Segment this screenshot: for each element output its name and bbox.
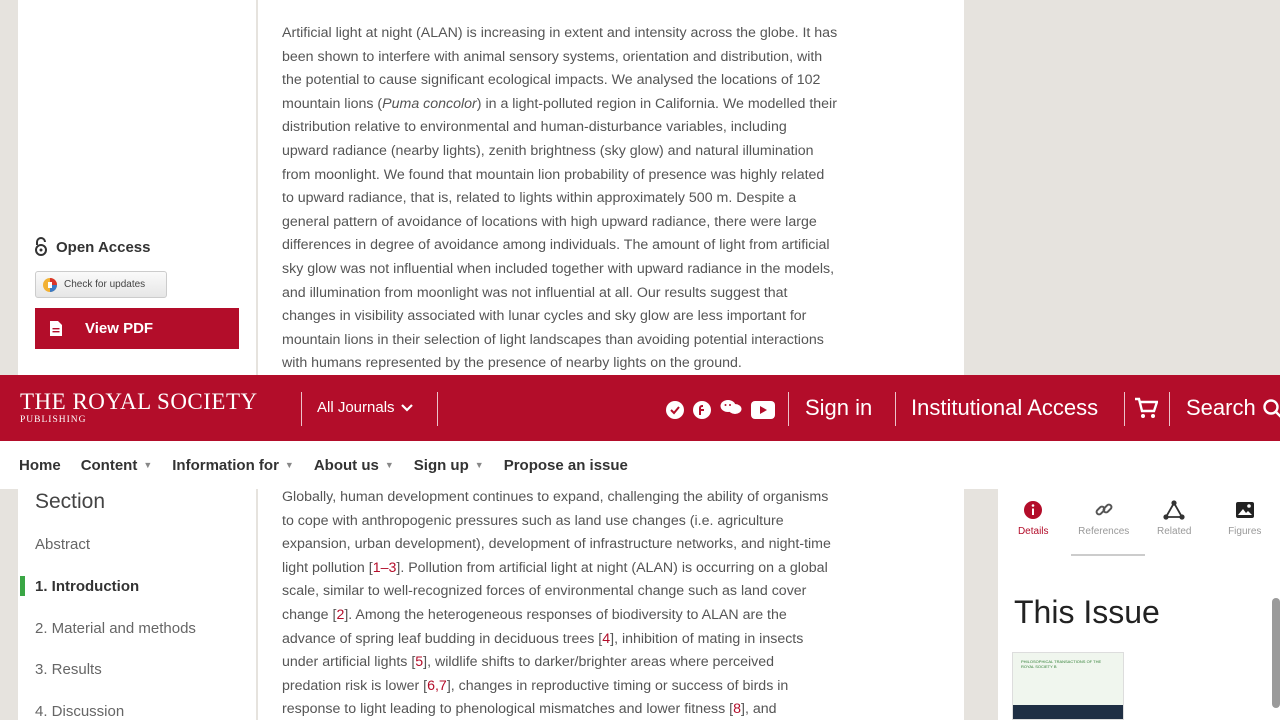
toc-item-results[interactable]: 3. Results <box>35 661 102 678</box>
cart-icon[interactable] <box>1134 397 1158 424</box>
open-lock-icon <box>34 237 48 257</box>
check-for-updates-button[interactable] <box>35 271 167 298</box>
open-access-badge <box>34 237 151 257</box>
header-divider <box>1124 392 1125 426</box>
reference-link[interactable]: 5 <box>415 654 424 671</box>
nav-about-us[interactable]: About us ▼ <box>313 456 394 474</box>
toc-item-introduction[interactable]: 1. Introduction <box>35 578 140 595</box>
toc-item-abstract[interactable]: Abstract <box>35 536 91 553</box>
wechat-icon[interactable] <box>720 398 742 421</box>
reference-link[interactable]: 4 <box>602 630 611 647</box>
introduction-text: Globally, human development continues to expand, challenging the ability of organisms to cope with anthropogenic pressures such as land use changes (i.e. agriculture expansion, urban development), development of infrastructure networks, and night-time light pollution [1–3]. Pollution from artificial light at night (ALAN) is occurring on a global scale, similar to well-recognized forces of environmental change such as land cover change [2]. Among the heterogeneous responses of biodiversity to ALAN are the advance of spring leaf budding in deciduous trees [4], inhibition of mating in insects under artificial lights [5], wildlife shifts to darker/brighter areas where perceived predation risk is lower [6,7], changes in reproductive timing or success of birds in response to light leading to phenological mismatches and lower fitness [8], and <box>282 489 831 718</box>
reference-link[interactable]: 1–3 <box>372 559 397 576</box>
article-tabs <box>998 488 1280 554</box>
header-divider <box>788 392 789 426</box>
facebook-icon[interactable] <box>693 401 711 419</box>
cover-artwork <box>1013 705 1123 720</box>
chevron-down-icon: ▼ <box>143 460 153 470</box>
network-icon <box>1163 500 1185 520</box>
social-links <box>666 398 775 421</box>
reference-link[interactable]: 2 <box>336 606 345 623</box>
chevron-down-icon: ▼ <box>474 460 484 470</box>
section-heading: Section <box>35 490 106 513</box>
scrollbar-thumb[interactable] <box>1272 598 1280 708</box>
tab-details[interactable]: Details <box>998 488 1069 554</box>
search-icon <box>1262 398 1280 418</box>
crossmark-icon <box>42 277 58 293</box>
nav-sign-up[interactable]: Sign up ▼ <box>413 456 484 474</box>
chevron-down-icon: ▼ <box>384 460 394 470</box>
header-divider <box>1169 392 1170 426</box>
tab-related[interactable]: Related <box>1139 488 1210 554</box>
view-pdf-button[interactable] <box>35 308 239 349</box>
site-header <box>0 375 1280 441</box>
youtube-icon[interactable] <box>751 401 775 419</box>
nav-propose-an-issue[interactable]: Propose an issue <box>503 456 628 474</box>
issue-cover-image[interactable] <box>1012 652 1124 720</box>
reference-link[interactable]: 6,7 <box>427 677 447 694</box>
image-icon <box>1235 500 1255 520</box>
header-divider <box>301 392 302 426</box>
reference-link[interactable]: 8 <box>733 701 741 718</box>
abstract-text: Artificial light at night (ALAN) is increasing in extent and intensity across the globe. It has been shown to interfere with animal sensory systems, orientation and distribution, with the potential to cause significant ecological impacts. We analysed the locations of 102 mountain lions (Puma concolor) in a light-polluted region in California. We modelled their distribution relative to environmental and human-disturbance variables, including upward radiance (nearby lights), zenith brightness (sky glow) and natural illumination from moonlight. We found that mountain lion probability of presence was highly related to upward radiance, that is, related to lights within approximately 500 m. Despite a general pattern of avoidance of locations with high upward radiance, there were large differences in degree of avoidance among individuals. The amount of light from artificial sky glow was not influential when included together with upward radiance in the models, and illumination from moonlight was not influential at all. Our results suggest that changes in visibility associated with lunar cycles and sky glow are less important for mountain lions in their selection of light landscapes than avoiding potential interactions with humans represented by the presence of nearby lights on the ground. <box>282 25 838 372</box>
toc-item-discussion[interactable]: 4. Discussion <box>35 703 125 720</box>
nav-content[interactable]: Content ▼ <box>80 456 153 474</box>
tab-figures[interactable]: Figures <box>1210 488 1280 554</box>
view-pdf-label: View PDF <box>85 320 154 337</box>
article-content <box>258 0 964 720</box>
royal-society-logo[interactable]: THE ROYAL SOCIETY PUBLISHING <box>20 389 258 425</box>
cover-title: PHILOSOPHICAL TRANSACTIONS OF THE ROYAL SOCIETY B <box>1013 653 1123 705</box>
check-for-updates-label: Check for updates <box>64 279 146 290</box>
header-divider <box>437 392 438 426</box>
tab-divider <box>1071 554 1145 556</box>
toc-item-material-and-methods[interactable]: 2. Material and methods <box>35 620 196 637</box>
twitter-icon[interactable] <box>666 401 684 419</box>
header-divider <box>895 392 896 426</box>
right-panel <box>998 488 1280 720</box>
link-icon <box>1094 500 1114 520</box>
nav-home[interactable]: Home <box>19 456 61 474</box>
document-icon <box>49 320 63 337</box>
info-icon <box>1023 500 1043 520</box>
open-access-label: Open Access <box>56 238 151 256</box>
institutional-access-link[interactable]: Institutional Access <box>911 395 1099 420</box>
active-section-marker <box>20 576 25 596</box>
search-button[interactable]: Search <box>1186 395 1280 421</box>
chevron-down-icon <box>401 404 413 412</box>
chevron-down-icon: ▼ <box>284 460 294 470</box>
tab-references[interactable]: References <box>1069 488 1140 554</box>
sign-in-link[interactable]: Sign in <box>805 395 873 420</box>
secondary-nav <box>0 441 1280 489</box>
left-sidebar <box>18 0 256 720</box>
nav-information-for[interactable]: Information for ▼ <box>172 456 294 474</box>
this-issue-heading: This Issue <box>1014 594 1160 630</box>
all-journals-dropdown[interactable]: All Journals <box>317 399 413 416</box>
